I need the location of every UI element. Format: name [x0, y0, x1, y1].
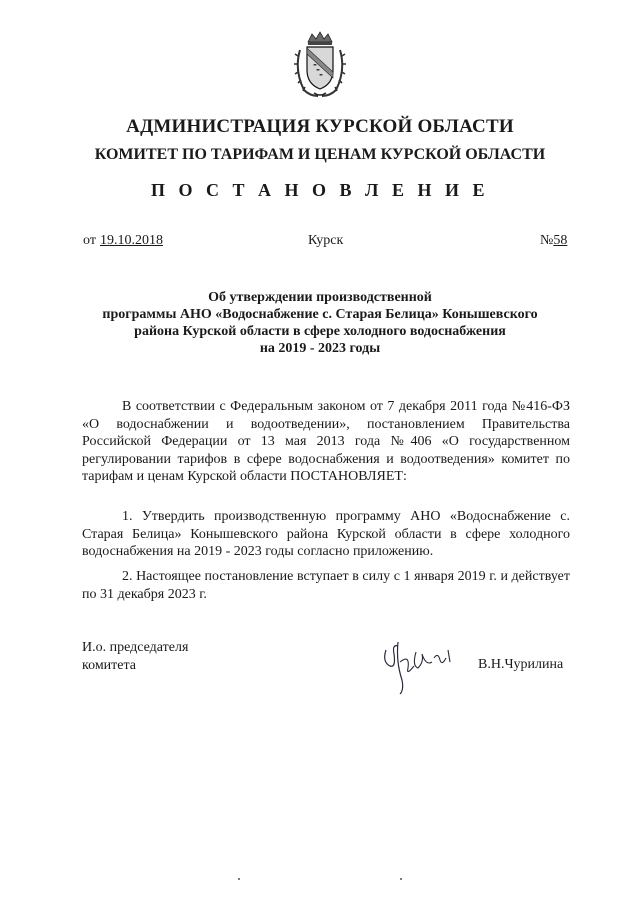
- subject-line: Об утверждении производственной: [208, 290, 432, 305]
- subject-line: программы АНО «Водоснабжение с. Старая Белица» Конышевского: [102, 307, 538, 322]
- signatory-title-line: И.о. председателя: [82, 640, 189, 655]
- signatory-title-line: комитета: [82, 658, 137, 673]
- document-date: [83, 233, 163, 249]
- scan-speck: [238, 878, 240, 880]
- administration-title: АДМИНИСТРАЦИЯ КУРСКОЙ ОБЛАСТИ: [126, 116, 514, 137]
- date-prefix: от: [83, 233, 96, 248]
- clause-1-paragraph: 1. Утвердить производственную программу АНО «Водоснабжение с. Старая Белица» Конышевского района Курской области в сфере холодного водоснабжения на 2019 - 2023 годы согласно приложению.: [82, 509, 570, 559]
- document-city: Курск: [308, 233, 344, 248]
- subject-line: района Курской области в сфере холодного водоснабжения: [134, 324, 506, 339]
- document-type: П О С Т А Н О В Л Е Н И Е: [151, 180, 489, 200]
- committee-title: КОМИТЕТ ПО ТАРИФАМ И ЦЕНАМ КУРСКОЙ ОБЛАСТИ: [94, 146, 546, 163]
- clause-2-paragraph: 2. Настоящее постановление вступает в силу с 1 января 2019 г. и действует по 31 декабря 2023 г.: [82, 569, 570, 602]
- document-subject: [70, 289, 570, 357]
- scan-speck: [400, 878, 402, 880]
- document-number: [540, 233, 567, 249]
- kursk-coat-of-arms-icon: [294, 30, 346, 98]
- preamble-paragraph: В соответствии с Федеральным законом от 7 декабря 2011 года №416-ФЗ «О водоснабжении и водоотведении», постановлением Правительства Российской Федерации от 13 мая 2013 года №406 «О государственном регулировании тарифов в сфере водоснабжения и водоотведения» комитет по тарифам и ценам Курской области ПОСТАНОВЛЯЕТ:: [82, 399, 570, 484]
- date-value: 19.10.2018: [99, 233, 163, 248]
- signatory-name: В.Н.Чурилина: [478, 657, 564, 672]
- handwritten-signature-icon: [376, 632, 458, 696]
- number-value: 58: [553, 233, 568, 248]
- number-prefix: №: [540, 233, 554, 248]
- signatory-title: [82, 639, 188, 675]
- subject-line: на 2019 - 2023 годы: [259, 341, 381, 356]
